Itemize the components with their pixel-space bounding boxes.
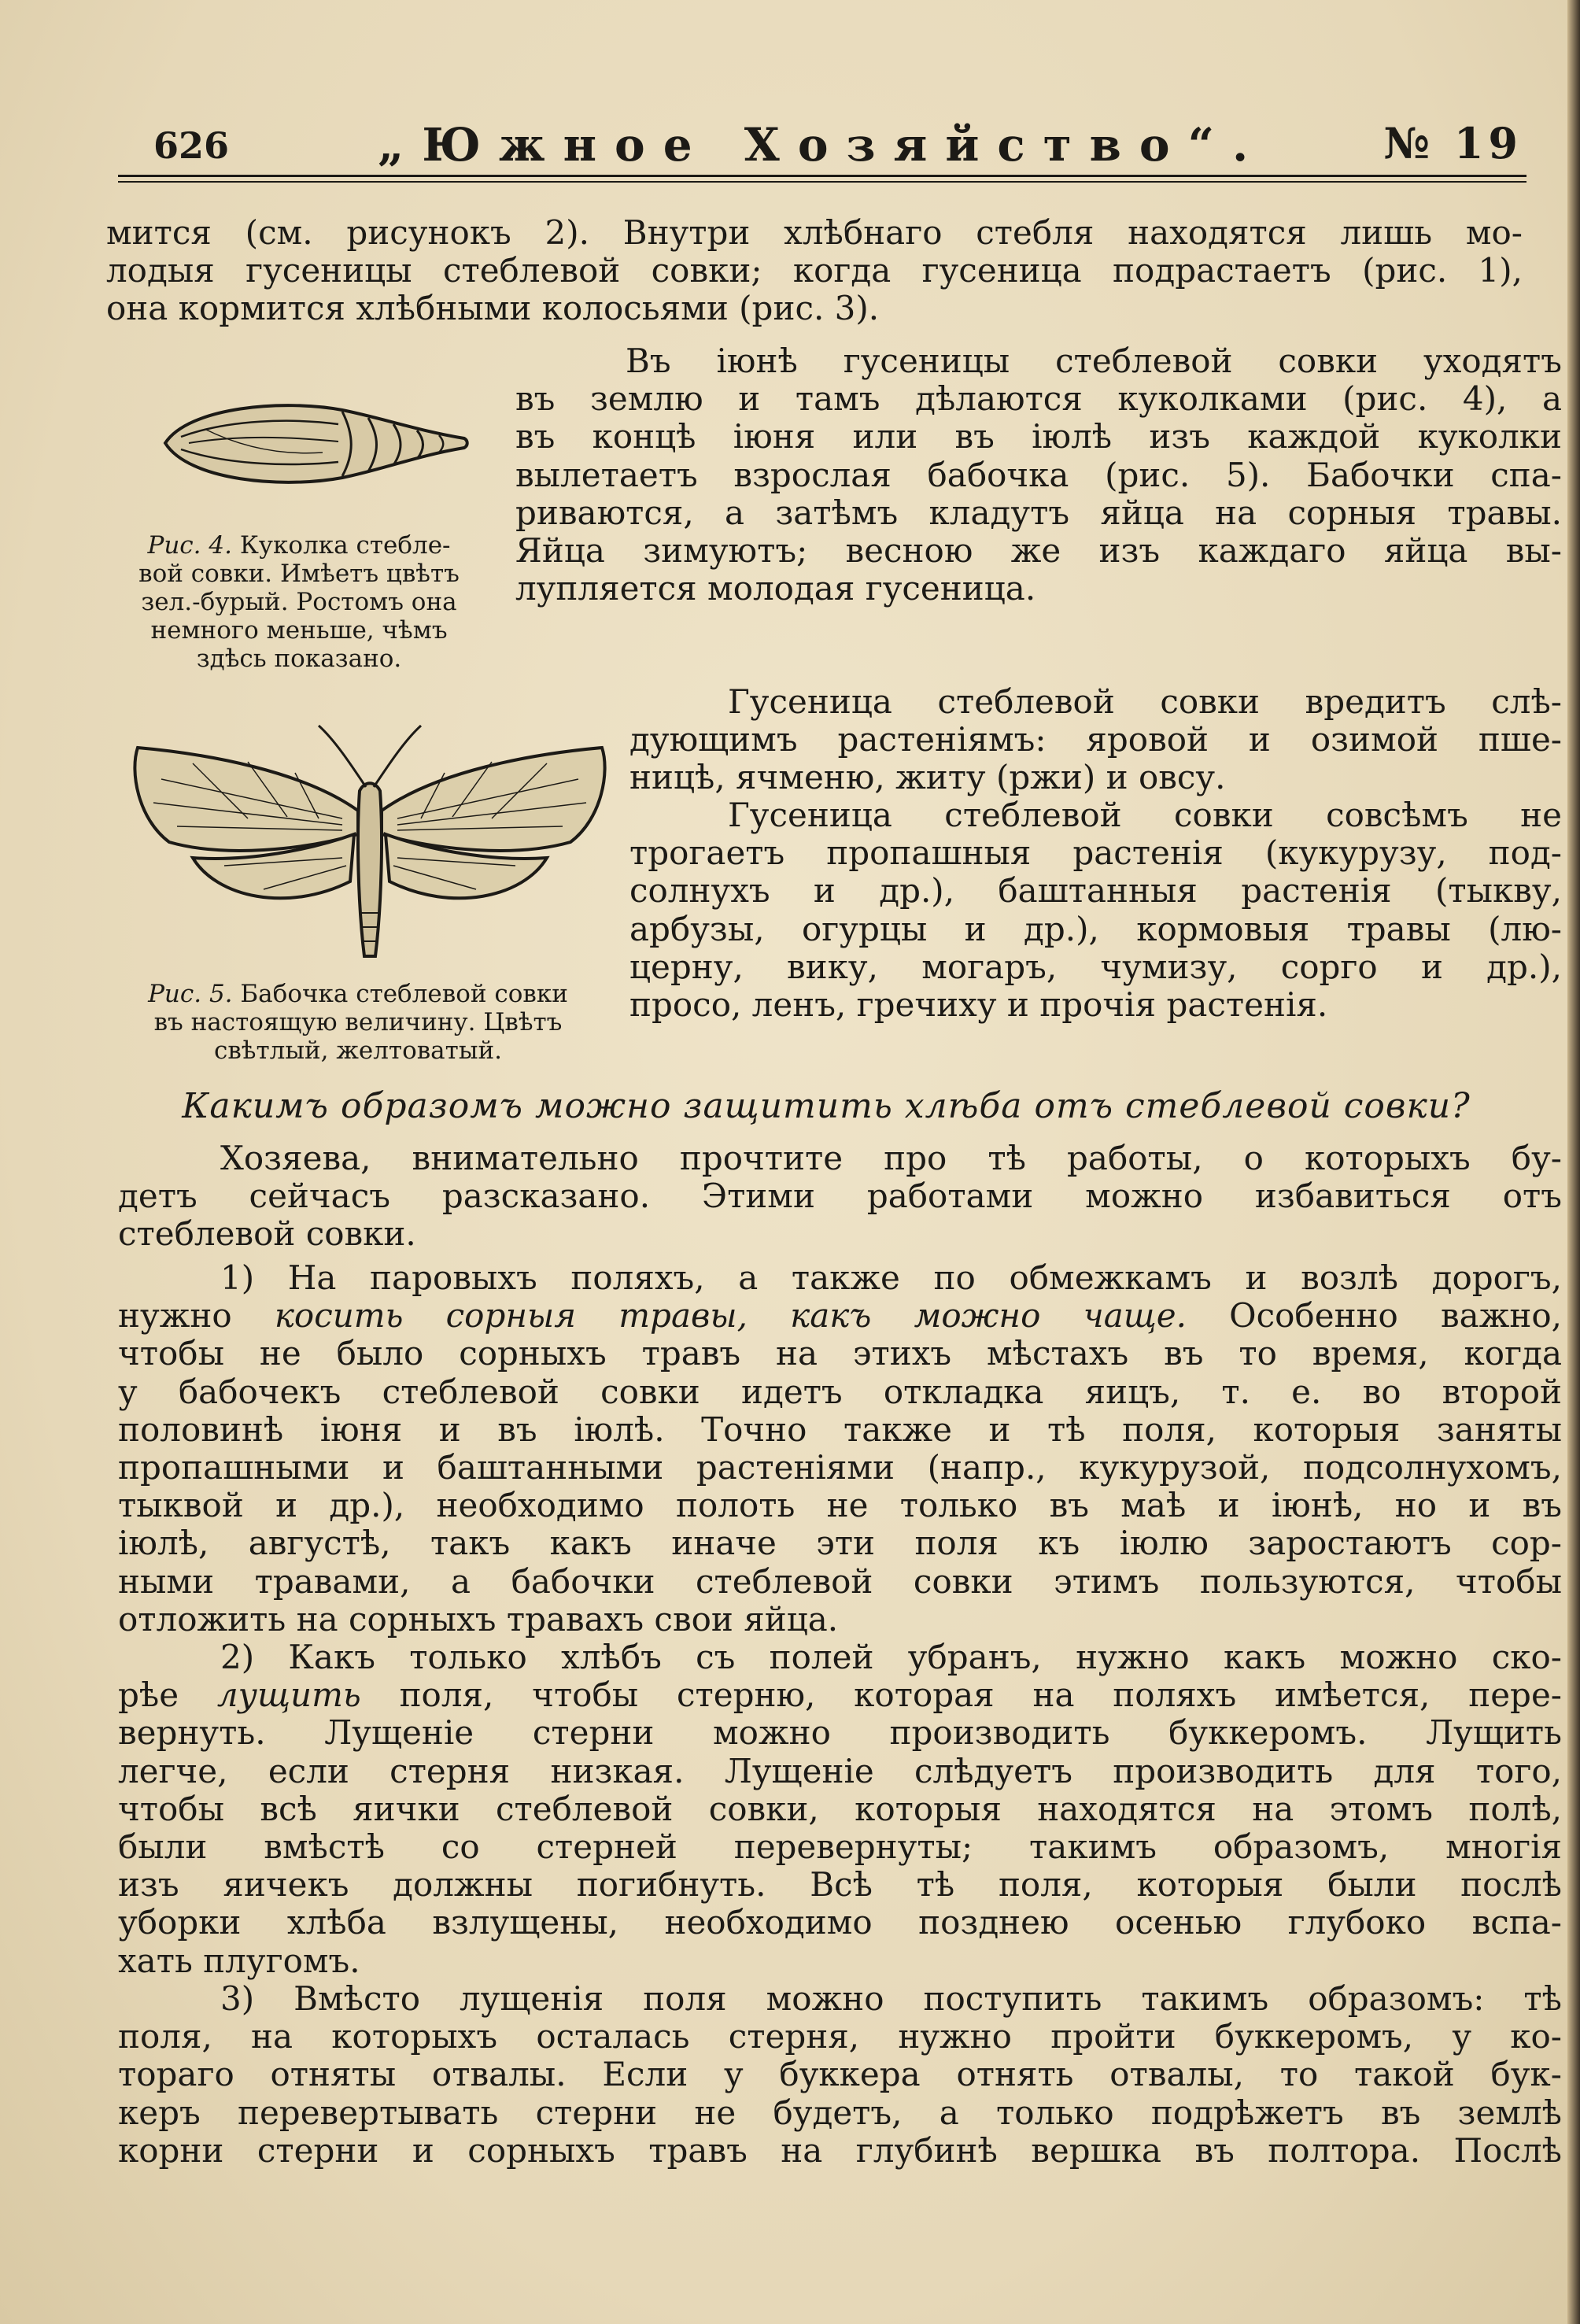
text-line: просо, ленъ, гречиху и прочія растенія. bbox=[629, 985, 1328, 1025]
text-line: уборки хлѣба взлущены, необходимо позднею осенью глубоко вспа- bbox=[118, 1903, 1562, 1942]
text-line: были вмѣстѣ со стерней перевернуты; такимъ образомъ, многія bbox=[118, 1827, 1562, 1867]
text-line: мится (см. рисунокъ 2). Внутри хлѣбнаго стебля находятся лишь мо- bbox=[106, 213, 1523, 252]
text-line: трогаетъ пропашныя растенія (кукурузу, под- bbox=[629, 833, 1562, 873]
running-header bbox=[118, 118, 1523, 173]
caption-line: здѣсь показано. bbox=[196, 645, 402, 673]
text-line: ницѣ, ячменю, житу (ржи) и овсу. bbox=[629, 758, 1226, 797]
section-heading: Какимъ образомъ можно защитить хлѣба отъ стеблевой совки? bbox=[182, 1086, 1471, 1126]
text-line: керъ перевертывать стерни не будетъ, а только подрѣжетъ въ землѣ bbox=[118, 2093, 1562, 2132]
text-line bbox=[118, 1676, 1562, 1714]
caption-line: Куколка стебле- bbox=[239, 531, 451, 560]
text-fragment: поля, чтобы стерню, которая на поляхъ имѣется, пере- bbox=[360, 1676, 1562, 1715]
text-line: арбузы, огурцы и др.), кормовыя травы (лю- bbox=[629, 909, 1562, 948]
paragraph-intro bbox=[106, 214, 1523, 328]
text-line: тыквой и др.), необходимо полоть не только въ маѣ и іюнѣ, но и въ bbox=[118, 1486, 1562, 1525]
text-line: чтобы не было сорныхъ травъ на этихъ мѣстахъ въ то время, когда bbox=[118, 1334, 1562, 1373]
text-fragment: рѣе bbox=[118, 1676, 217, 1715]
text-line: лодыя гусеницы стеблевой совки; когда гусеница подрастаетъ (рис. 1), bbox=[106, 251, 1523, 290]
text-line: 1) На паровыхъ поляхъ, а также по обмежкамъ и возлѣ дорогъ, bbox=[220, 1258, 1562, 1297]
text-line: церну, вику, могаръ, чумизу, сорго и др.), bbox=[629, 947, 1562, 986]
text-line: въ землю и тамъ дѣлаются куколками (рис. 4), а bbox=[515, 379, 1562, 419]
text-line: легче, если стерня низкая. Лущеніе слѣдуетъ производить для того, bbox=[118, 1751, 1562, 1790]
emphasis-mow-weeds: косить сорныя травы, какъ можно чаще. bbox=[274, 1296, 1187, 1336]
page-edge-shadow bbox=[1567, 0, 1580, 2324]
text-line: хать плугомъ. bbox=[118, 1941, 360, 1980]
caption-line: немного меньше, чѣмъ bbox=[150, 616, 448, 645]
paragraph-harm bbox=[629, 683, 1562, 797]
figure-4-label: Рис. 4. bbox=[147, 531, 232, 560]
text-line: вылетаетъ взрослая бабочка (рис. 5). Бабочки спа- bbox=[515, 455, 1562, 494]
caption-line: свѣтлый, желтоватый. bbox=[213, 1036, 503, 1065]
text-line: изъ яичекъ должны погибнуть. Всѣ тѣ поля, которыя были послѣ bbox=[118, 1865, 1562, 1905]
text-line: солнухъ и др.), баштанныя растенія (тыкву, bbox=[629, 871, 1562, 911]
paragraph-owners bbox=[118, 1140, 1562, 1254]
list-item-2 bbox=[118, 1639, 1562, 1980]
text-line: чтобы всѣ яички стеблевой совки, которыя находятся на этомъ полѣ, bbox=[118, 1789, 1562, 1828]
figure-5-label: Рис. 5. bbox=[148, 980, 233, 1008]
text-line: 3) Вмѣсто лущенія поля можно поступить такимъ образомъ: тѣ bbox=[220, 1979, 1562, 2018]
text-line: риваются, а затѣмъ кладутъ яйца на сорныя травы. bbox=[515, 493, 1562, 532]
page-number: 626 bbox=[153, 124, 230, 167]
text-line: поля, на которыхъ осталась стерня, нужно пройти буккеромъ, у ко- bbox=[118, 2017, 1562, 2056]
caption-line: въ настоящую величину. Цвѣтъ bbox=[153, 1008, 563, 1036]
caption-line: вой совки. Имѣетъ цвѣтъ bbox=[138, 560, 460, 588]
list-item-3 bbox=[118, 1980, 1562, 2170]
text-fragment: Особенно важно, bbox=[1186, 1296, 1562, 1336]
text-line: въ концѣ іюня или въ іюлѣ изъ каждой куколки bbox=[515, 417, 1562, 456]
text-line: Гусеница стеблевой совки вредитъ слѣ- bbox=[728, 682, 1562, 721]
text-line: у бабочекъ стеблевой совки идетъ откладка яицъ, т. е. во второй bbox=[118, 1372, 1562, 1411]
text-line: Въ іюнѣ гусеницы стеблевой совки уходятъ bbox=[626, 342, 1562, 380]
caption-line: Бабочка стеблевой совки bbox=[240, 980, 568, 1008]
paragraph-june bbox=[515, 342, 1562, 608]
text-line: пропашными и баштанными растеніями (напр., кукурузой, подсолнухомъ, bbox=[118, 1448, 1562, 1487]
text-line: стеблевой совки. bbox=[118, 1214, 416, 1254]
list-item-1 bbox=[118, 1259, 1562, 1639]
text-line: половинѣ іюня и въ іюлѣ. Точно также и тѣ поля, которыя заняты bbox=[118, 1410, 1562, 1449]
text-fragment: нужно bbox=[118, 1296, 275, 1336]
text-line: Гусеница стеблевой совки совсѣмъ не bbox=[728, 796, 1562, 834]
header-rule bbox=[118, 175, 1526, 177]
figure-5-caption bbox=[106, 980, 610, 1065]
text-line: ными травами, а бабочки стеблевой совки этимъ пользуются, чтобы bbox=[118, 1561, 1562, 1601]
text-line: отложить на сорныхъ травахъ свои яйца. bbox=[118, 1599, 839, 1639]
paragraph-spared-plants bbox=[629, 796, 1562, 1024]
emphasis-plough: лущить bbox=[216, 1676, 361, 1715]
text-line: лупляется молодая гусеница. bbox=[515, 569, 1036, 608]
issue-number: № 19 bbox=[1383, 118, 1523, 168]
text-line: корни стерни и сорныхъ травъ на глубинѣ вершка въ полтора. Послѣ bbox=[118, 2130, 1562, 2170]
text-line: дующимъ растеніямъ: яровой и озимой пше- bbox=[629, 720, 1562, 759]
text-line: Хозяева, внимательно прочтите про тѣ работы, о которыхъ бу- bbox=[220, 1139, 1562, 1177]
text-line: іюлѣ, августѣ, такъ какъ иначе эти поля къ іюлю заростаютъ сор- bbox=[118, 1524, 1562, 1563]
text-line: она кормится хлѣбными колосьями (рис. 3). bbox=[106, 289, 880, 328]
figure-4-caption bbox=[106, 531, 492, 673]
pupa-illustration bbox=[157, 390, 480, 500]
text-line: Яйца зимуютъ; весною же изъ каждаго яйца вы- bbox=[515, 531, 1562, 571]
text-line: 2) Какъ только хлѣбъ съ полей убранъ, нужно какъ можно ско- bbox=[220, 1638, 1562, 1676]
text-line bbox=[118, 1297, 1562, 1335]
caption-line: зел.-бурый. Ростомъ она bbox=[141, 588, 457, 616]
header-rule-thin bbox=[118, 181, 1526, 183]
journal-title: „Южное Хозяйство“. bbox=[378, 118, 1267, 172]
text-line: тораго отняты отвалы. Если у буккера отнять отвалы, то такой бук- bbox=[118, 2055, 1562, 2094]
text-line: вернуть. Лущеніе стерни можно производить буккеромъ. Лущить bbox=[118, 1713, 1562, 1753]
moth-illustration bbox=[130, 724, 610, 960]
text-line: детъ сейчасъ разсказано. Этими работами можно избавиться отъ bbox=[118, 1177, 1562, 1216]
